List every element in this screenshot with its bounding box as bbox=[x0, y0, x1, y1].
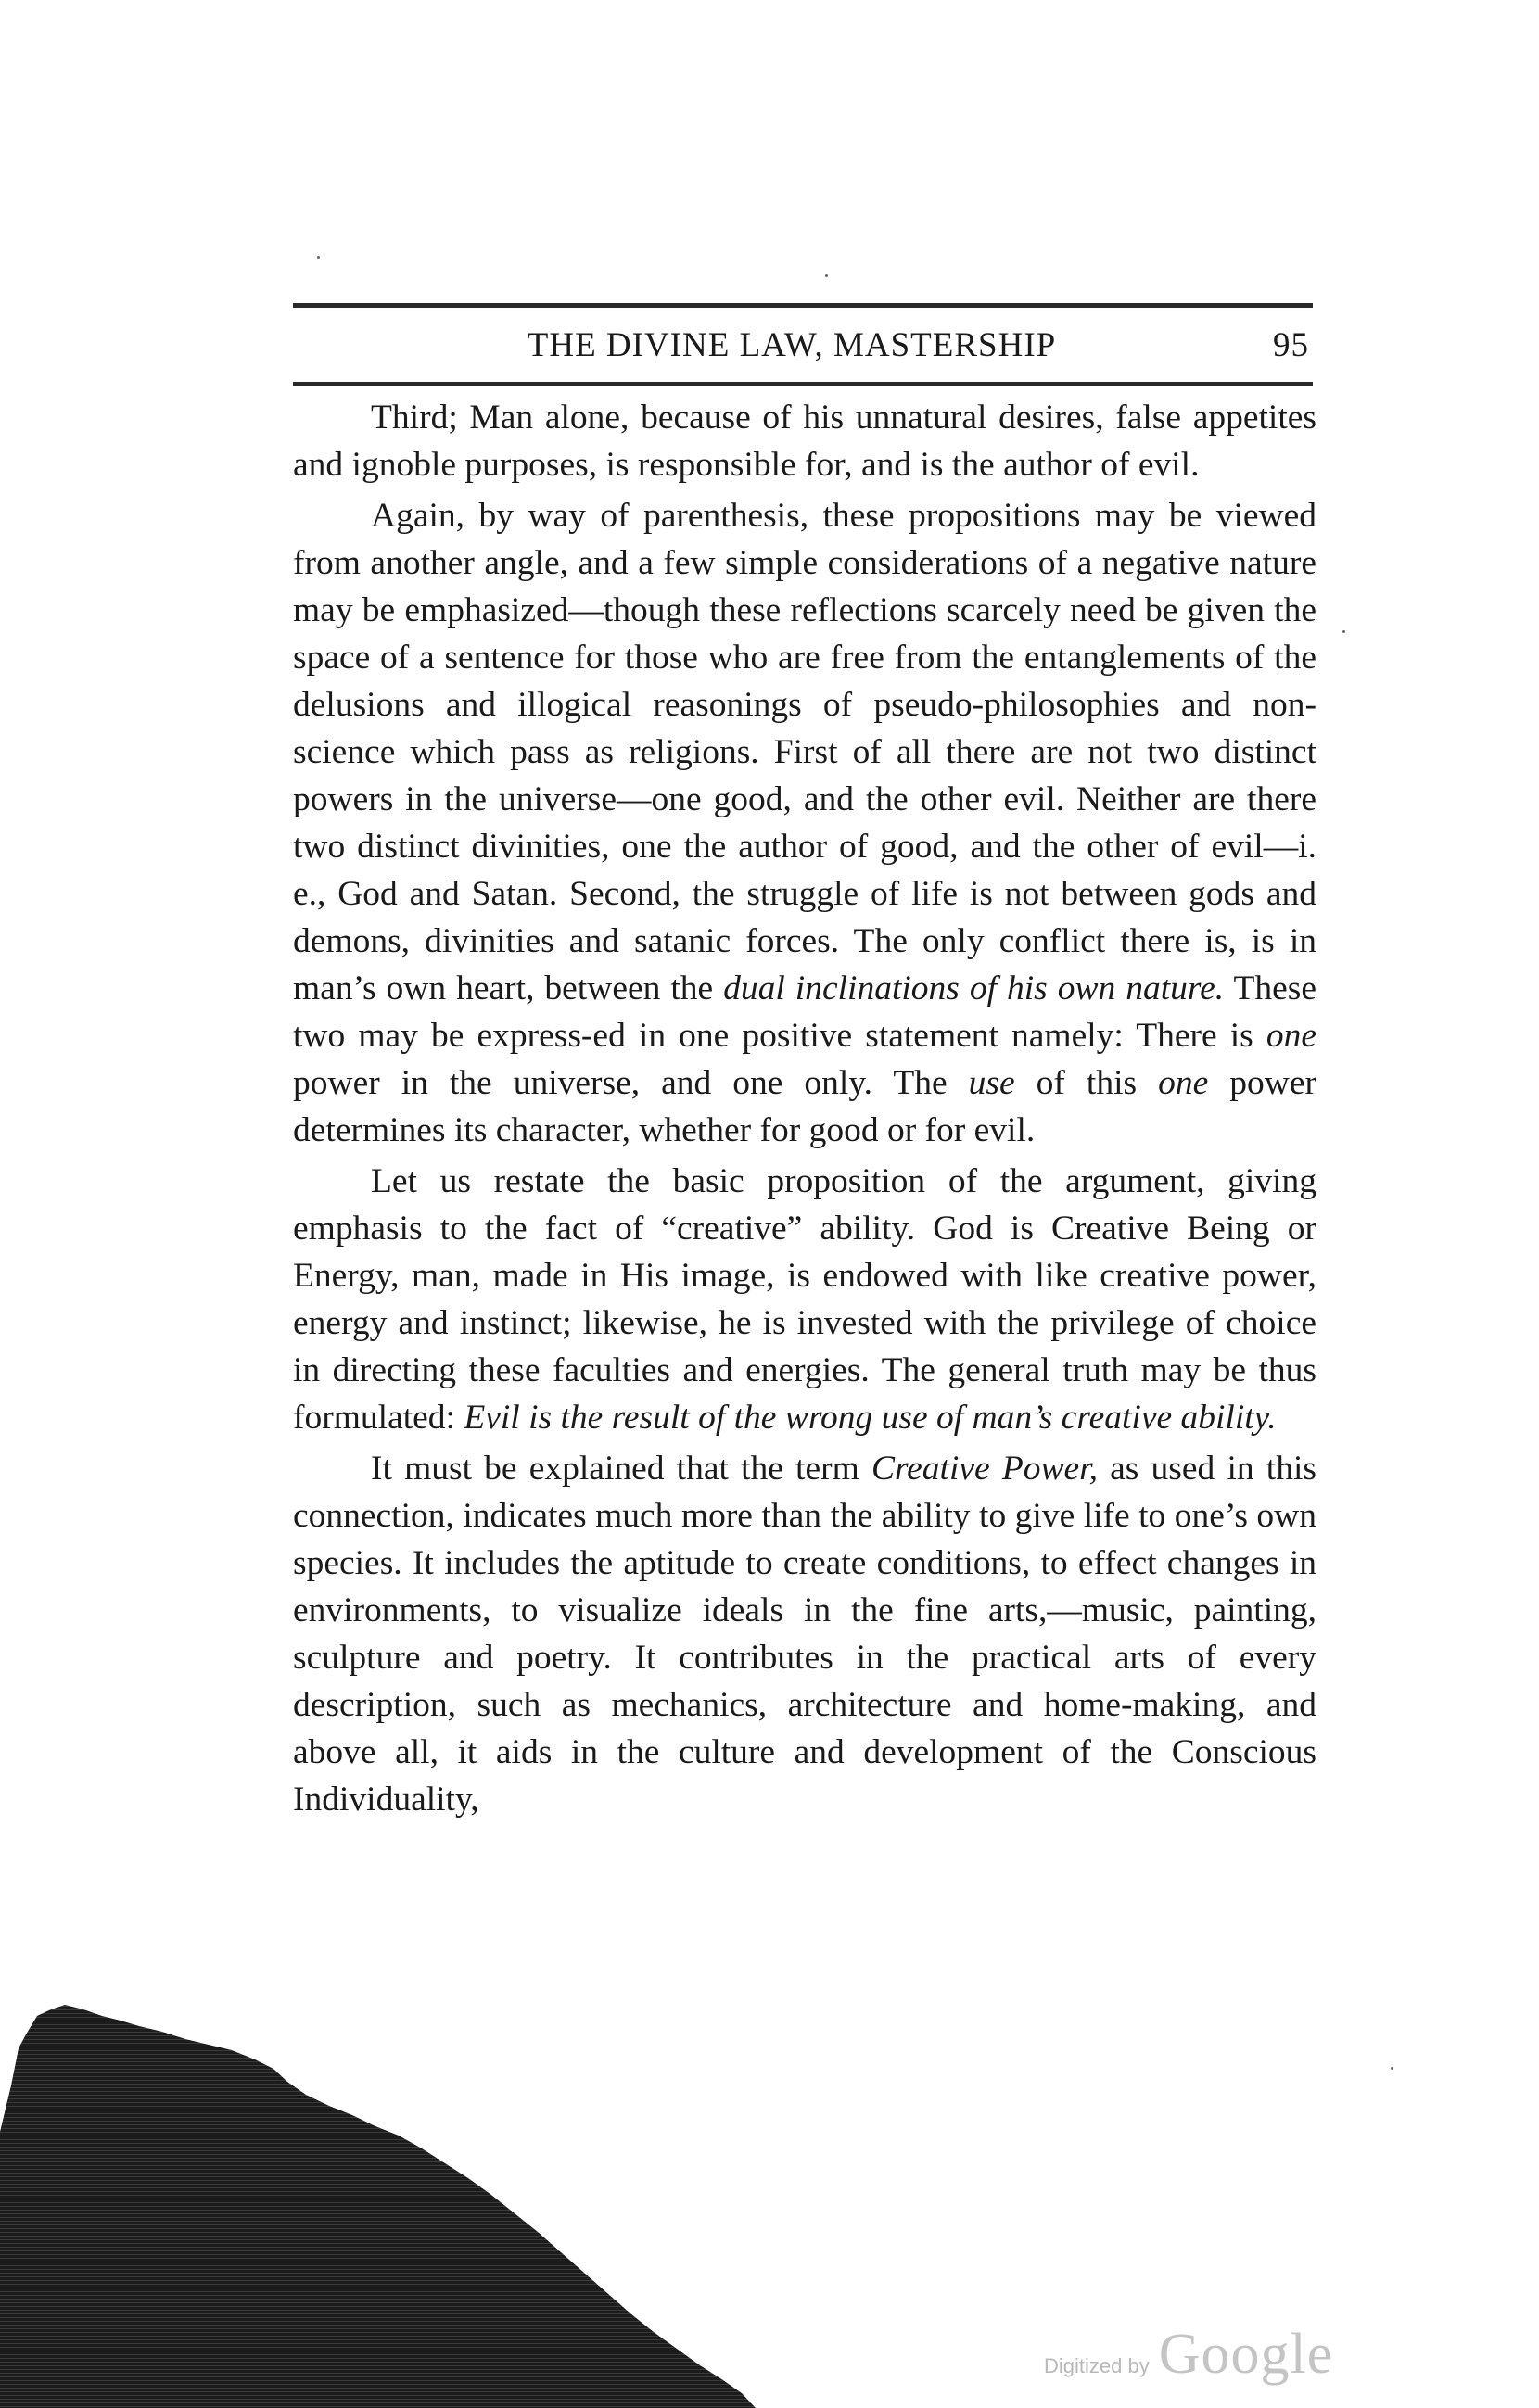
page-number: 95 bbox=[1273, 325, 1309, 364]
text-run: power determines its character, whether for good or for evil. bbox=[293, 1064, 1316, 1149]
text-run: Let us restate the basic proposition of the argument, giving emphasis to the fact of “creative” ability. God is Creative Being or Energy, man, made in His image, is endowed with like creative power, energy and instinct; likewise, he is invested with the privilege of choice in directing these faculties and energies. The general truth may be thus formulated: bbox=[293, 1162, 1316, 1437]
italic-run: use bbox=[968, 1064, 1015, 1102]
scan-speck bbox=[1391, 2067, 1393, 2070]
text-run: Again, by way of parenthesis, these propositions may be viewed from another angle, and a few simple considerations of a negative nature may be emphasized—though these reflections scarcely need be given the space of a sentence for those who are free from the entanglements of the delusions and illogical reasonings of pseudo-philosophies and non-science which pass as religions. First of all there are not two distinct powers in the universe—one good, and the other evil. Neither are there two distinct divinities, one the author of good, and the other of evil—i. e., God and Satan. Second, the struggle of life is not between gods and demons, divinities and satanic forces. The only conflict there is, is in man’s own heart, between the bbox=[293, 497, 1316, 1008]
text-run: These two may be express-ed in one positive statement namely: There is bbox=[293, 970, 1316, 1055]
italic-run: dual inclinations of his own nature. bbox=[723, 970, 1225, 1008]
italic-run: Creative Power, bbox=[871, 1450, 1098, 1488]
italic-run: one bbox=[1266, 1017, 1316, 1055]
paragraph bbox=[293, 1158, 1316, 1441]
text-run: of this bbox=[1014, 1064, 1159, 1102]
google-logo: Google bbox=[1158, 2323, 1334, 2386]
paragraph bbox=[293, 492, 1316, 1154]
text-run: Third; Man alone, because of his unnatural desires, false appetites and ignoble purposes, is responsible for, and is the author of evil. bbox=[293, 399, 1316, 484]
scan-speck bbox=[317, 256, 320, 259]
italic-run: Evil is the result of the wrong use of man’s creative ability. bbox=[464, 1399, 1277, 1437]
scan-speck bbox=[1342, 630, 1345, 633]
digitized-watermark bbox=[1044, 2322, 1333, 2396]
running-head-row bbox=[293, 308, 1313, 382]
text-run: power in the universe, and one only. The bbox=[293, 1064, 969, 1102]
paragraph bbox=[293, 1445, 1316, 1823]
text-run: It must be explained that the term bbox=[371, 1450, 871, 1488]
italic-run: one bbox=[1158, 1064, 1209, 1102]
text-run: as used in this connection, indicates much more than the ability to give life to one’s own species. It includes the aptitude to create conditions, to effect changes in environments, to visualize ideals in the fine arts,—music, painting, sculpture and poetry. It contributes in the practical arts of every description, such as mechanics, architecture and home-making, and above all, it aids in the culture and development of the Conscious Individuality, bbox=[293, 1450, 1316, 1819]
running-title: THE DIVINE LAW, MASTERSHIP bbox=[527, 325, 1057, 364]
body-text bbox=[293, 394, 1316, 1827]
scan-speck bbox=[825, 274, 828, 277]
running-head bbox=[293, 303, 1313, 386]
paragraph bbox=[293, 394, 1316, 488]
watermark-prefix: Digitized by bbox=[1044, 2354, 1150, 2377]
bottom-rule bbox=[293, 382, 1313, 386]
